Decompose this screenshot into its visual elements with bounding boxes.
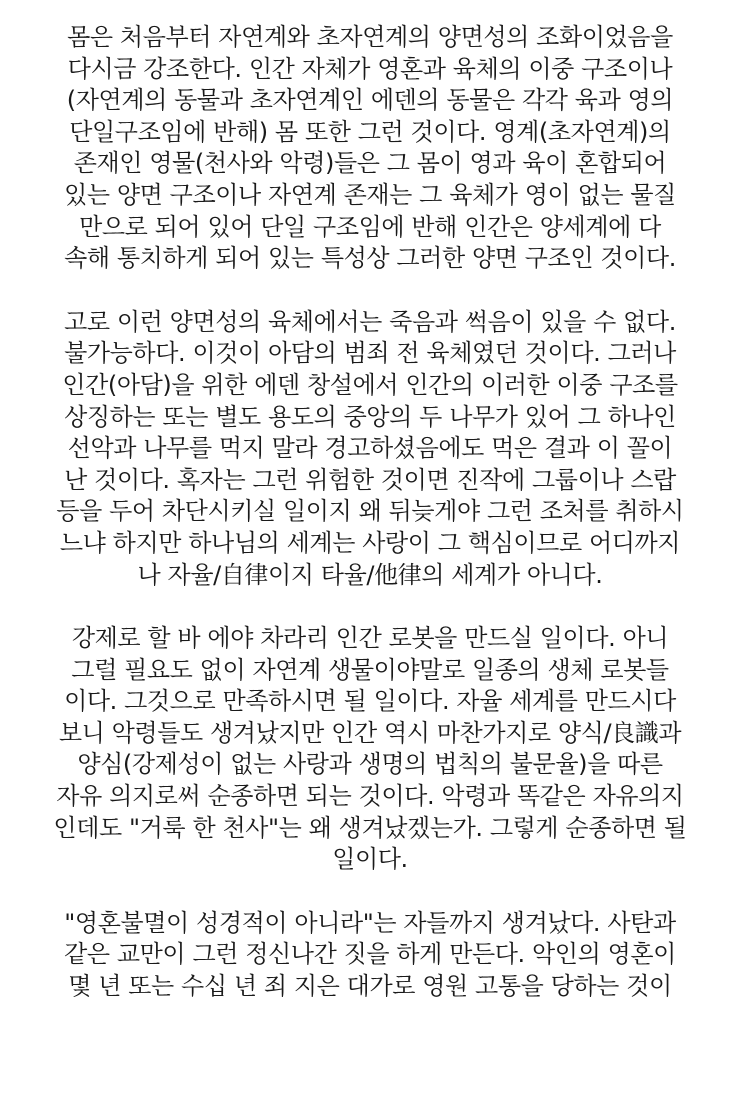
text-line: 있는 양면 구조이나 자연계 존재는 그 육체가 영이 없는 물질 <box>64 180 676 209</box>
paragraph-2 <box>16 307 724 591</box>
text-line: 단일구조임에 반해) 몸 또한 그런 것이다. 영계(초자연계)의 <box>69 117 671 146</box>
text-line: 같은 교만이 그런 정신나간 짓을 하게 만든다. 악인의 영혼이 <box>64 940 676 969</box>
text-line: 보니 악령들도 생겨났지만 인간 역시 마찬가지로 양식/良識과 <box>58 718 682 747</box>
text-line: 그럴 필요도 없이 자연계 생물이야말로 일종의 생체 로봇들 <box>71 655 669 684</box>
text-line: 몇 년 또는 수십 년 죄 지은 대가로 영원 고통을 당하는 것이 <box>68 972 672 1001</box>
text-line: 일이다. <box>332 845 408 874</box>
text-line: 난 것이다. 혹자는 그런 위험한 것이면 진작에 그룹이나 스랍 <box>64 465 676 494</box>
text-line: 몸은 처음부터 자연계와 초자연계의 양면성의 조화이었음을 <box>67 23 673 51</box>
text-line: 자유 의지로써 순종하면 되는 것이다. 악령과 똑같은 자유의지 <box>56 782 684 811</box>
text-line: "영혼불멸이 성경적이 아니라"는 자들까지 생겨났다. 사탄과 <box>64 908 676 937</box>
text-line: 존재인 영물(천사와 악령)들은 그 몸이 영과 육이 혼합되어 <box>73 149 667 178</box>
text-line: 고로 이런 양면성의 육체에서는 죽음과 썩음이 있을 수 없다. <box>64 307 676 336</box>
text-line: 등을 두어 차단시키실 일이지 왜 뒤늦게야 그런 조처를 취하시 <box>56 497 684 526</box>
text-line: 이다. 그것으로 만족하시면 될 일이다. 자율 세계를 만드시다 <box>64 687 676 716</box>
text-line: 나 자율/自律이지 타율/他律의 세계가 아니다. <box>137 560 603 589</box>
text-line: 상징하는 또는 별도 용도의 중앙의 두 나무가 있어 그 하나인 <box>64 402 676 431</box>
text-line: 인데도 "거룩 한 천사"는 왜 생겨났겠는가. 그렇게 순종하면 될 <box>53 813 687 842</box>
text-line: 선악과 나무를 먹지 말라 경고하셨음에도 먹은 결과 이 꼴이 <box>67 434 673 463</box>
text-line: 속해 통치하게 되어 있는 특성상 그러한 양면 구조인 것이다. <box>64 244 676 273</box>
text-line: 강제로 할 바 에야 차라리 인간 로봇을 만드실 일이다. 아니 <box>71 624 669 653</box>
text-line: 불가능하다. 이것이 아담의 범죄 전 육체였던 것이다. 그러나 <box>64 339 676 368</box>
paragraph-4 <box>16 908 724 1003</box>
paragraph-3 <box>16 623 724 876</box>
text-line: 다시금 강조한다. 인간 자체가 영혼과 육체의 이중 구조이나 <box>67 54 673 83</box>
text-line: 만으로 되어 있어 단일 구조임에 반해 인간은 양세계에 다 <box>79 212 661 241</box>
paragraph-1 <box>16 22 724 275</box>
text-line: 인간(아담)을 위한 에덴 창설에서 인간의 이러한 이중 구조를 <box>62 370 678 399</box>
text-line: 양심(강제성이 없는 사랑과 생명의 법칙의 불문율)을 따른 <box>77 750 663 779</box>
text-line: (자연계의 동물과 초자연계인 에덴의 동물은 각각 육과 영의 <box>66 86 674 115</box>
text-line: 느냐 하지만 하나님의 세계는 사랑이 그 핵심이므로 어디까지 <box>59 528 681 557</box>
